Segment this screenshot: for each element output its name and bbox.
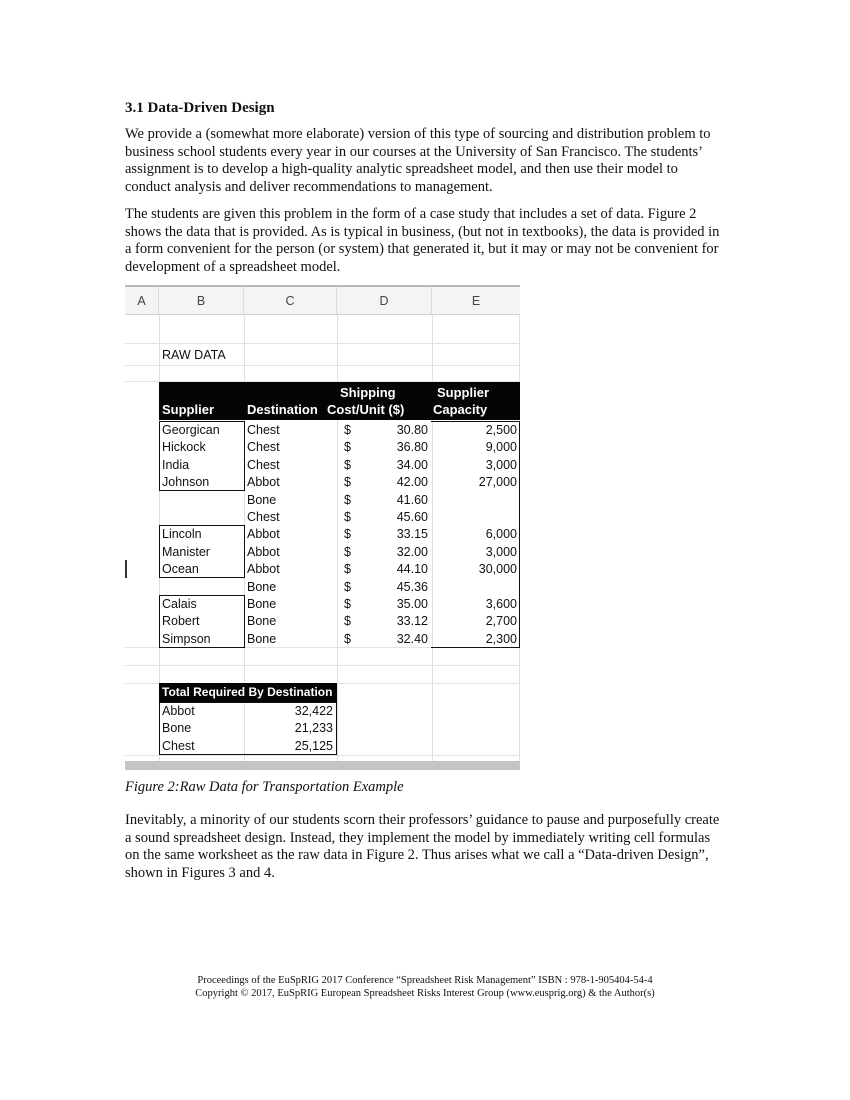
cell-destination[interactable]: Chest — [247, 440, 280, 455]
row-selection-marker — [125, 560, 127, 578]
cell-currency[interactable]: $ — [344, 440, 351, 455]
cell-supplier[interactable]: Hickock — [162, 440, 206, 455]
supplier-group-border — [159, 421, 245, 491]
cell-shipping-cost[interactable]: 34.00 — [396, 457, 428, 472]
total-destination[interactable]: Chest — [162, 738, 195, 753]
cell-shipping-cost[interactable]: 44.10 — [396, 562, 428, 577]
capacity-border — [431, 421, 520, 648]
page-footer — [0, 974, 850, 1000]
cell-currency[interactable]: $ — [344, 562, 351, 577]
grid-line — [125, 365, 520, 366]
column-header-a[interactable]: A — [125, 287, 159, 315]
cell-destination[interactable]: Abbot — [247, 475, 280, 490]
cell-supplier[interactable]: Calais — [162, 597, 197, 611]
total-value[interactable]: 21,233 — [294, 721, 333, 736]
header-supplier: Supplier — [162, 402, 215, 417]
paragraph-case-study: The students are given this problem in the form of a case study that includes a set of data. Figure 2 shows the data that is provided. As is typical in business, (but not in textbooks), the data is provided in a form convenient for the person (or system) that generated it, but it may or may not be convenient for development of a spreadsheet model. — [125, 206, 720, 275]
grid-line — [125, 343, 520, 344]
spreadsheet-figure — [125, 285, 520, 770]
cell-currency[interactable]: $ — [344, 579, 351, 594]
paragraph-conclusion: Inevitably, a minority of our students scorn their professors’ guidance to pause and purposefully create a sound spreadsheet design. Instead, they implement the model by immediately writing cell formulas on the same worksheet as the raw data in Figure 2. Thus arises what we call a “Data-driven Design”, shown in Figures 3 and 4. — [125, 812, 720, 881]
cell-supplier[interactable]: India — [162, 457, 190, 472]
horizontal-scrollbar[interactable] — [125, 761, 520, 770]
column-header-c[interactable]: C — [244, 287, 337, 315]
header-capacity-line2: Capacity — [433, 402, 488, 417]
cell-shipping-cost[interactable]: 36.80 — [396, 440, 428, 455]
cell-currency[interactable]: $ — [344, 423, 351, 437]
header-shipping-line1: Shipping — [340, 385, 396, 400]
cell-supplier[interactable]: Lincoln — [162, 527, 202, 542]
cell-capacity[interactable]: 3,600 — [485, 597, 517, 611]
cell-supplier[interactable]: Johnson — [162, 475, 210, 490]
cell-shipping-cost[interactable]: 33.15 — [396, 527, 428, 542]
grid-line — [125, 665, 520, 666]
column-header-e[interactable]: E — [432, 287, 520, 315]
cell-destination[interactable]: Abbot — [247, 562, 280, 577]
figure-caption: Figure 2:Raw Data for Transportation Example — [125, 779, 404, 795]
cell-capacity[interactable]: 6,000 — [485, 527, 517, 542]
cell-shipping-cost[interactable]: 30.80 — [396, 423, 428, 437]
cell-destination[interactable]: Bone — [247, 614, 277, 629]
cell-shipping-cost[interactable]: 32.00 — [396, 544, 428, 559]
header-shipping-line2: Cost/Unit ($) — [327, 402, 405, 417]
cell-capacity[interactable]: 3,000 — [485, 457, 517, 472]
paragraph-intro: We provide a (somewhat more elaborate) version of this type of sourcing and distribution problem to business school students every year in our courses at the University of San Francisco. The students’ assignment is to develop a high-quality analytic spreadsheet model, and then use their model to conduct analysis and deliver recommendations to management. — [125, 126, 711, 195]
totals-header: Total Required By Destination — [159, 683, 337, 702]
cell-supplier[interactable]: Simpson — [162, 631, 211, 646]
cell-destination[interactable]: Bone — [247, 579, 277, 594]
cell-shipping-cost[interactable]: 41.60 — [396, 492, 428, 507]
cell-destination[interactable]: Chest — [247, 510, 280, 524]
cell-currency[interactable]: $ — [344, 614, 351, 629]
cell-destination[interactable]: Abbot — [247, 544, 280, 559]
cell-currency[interactable]: $ — [344, 544, 351, 559]
cell-shipping-cost[interactable]: 45.36 — [396, 579, 428, 594]
column-header-b[interactable]: B — [159, 287, 244, 315]
total-destination[interactable]: Abbot — [162, 704, 195, 718]
footer-copyright: Copyright © 2017, EuSpRIG European Spreadsheet Risks Interest Group (www.eusprig.org) & the Author(s) — [195, 988, 655, 999]
footer-proceedings: Proceedings of the EuSpRIG 2017 Conference “Spreadsheet Risk Management” ISBN : 978-1-905404-54-4 — [197, 975, 653, 986]
supplier-group-border — [159, 525, 245, 578]
cell-supplier[interactable]: Georgican — [162, 423, 220, 437]
cell-destination[interactable]: Bone — [247, 631, 277, 646]
total-value[interactable]: 25,125 — [294, 738, 333, 753]
cell-destination[interactable]: Abbot — [247, 527, 280, 542]
cell-destination[interactable]: Bone — [247, 597, 277, 611]
cell-shipping-cost[interactable]: 32.40 — [396, 631, 428, 646]
cell-capacity[interactable]: 9,000 — [485, 440, 517, 455]
total-destination[interactable]: Bone — [162, 721, 192, 736]
cell-supplier[interactable]: Robert — [162, 614, 200, 629]
cell-supplier[interactable]: Manister — [162, 544, 210, 559]
cell-capacity[interactable]: 30,000 — [478, 562, 517, 577]
cell-destination[interactable]: Chest — [247, 423, 280, 437]
cell-capacity[interactable]: 2,700 — [485, 614, 517, 629]
header-destination: Destination — [247, 402, 318, 417]
cell-capacity[interactable]: 2,500 — [485, 423, 517, 437]
total-value[interactable]: 32,422 — [294, 704, 333, 718]
cell-currency[interactable]: $ — [344, 457, 351, 472]
table-header — [159, 382, 520, 420]
column-header-d[interactable]: D — [337, 287, 432, 315]
cell-supplier[interactable]: Ocean — [162, 562, 199, 577]
cell-destination[interactable]: Chest — [247, 457, 280, 472]
cell-destination[interactable]: Bone — [247, 492, 277, 507]
cell-currency[interactable]: $ — [344, 597, 351, 611]
cell-capacity[interactable]: 2,300 — [485, 631, 517, 646]
cell-currency[interactable]: $ — [344, 631, 351, 646]
cell-currency[interactable]: $ — [344, 510, 351, 524]
cell-shipping-cost[interactable]: 35.00 — [396, 597, 428, 611]
cell-shipping-cost[interactable]: 33.12 — [396, 614, 428, 629]
cell-capacity[interactable]: 27,000 — [478, 475, 517, 490]
cell-currency[interactable]: $ — [344, 492, 351, 507]
header-capacity-line1: Supplier — [437, 385, 490, 400]
cell-shipping-cost[interactable]: 45.60 — [396, 510, 428, 524]
cell-currency[interactable]: $ — [344, 475, 351, 490]
raw-data-title[interactable]: RAW DATA — [162, 348, 226, 362]
cell-shipping-cost[interactable]: 42.00 — [396, 475, 428, 490]
cell-capacity[interactable]: 3,000 — [485, 544, 517, 559]
cell-currency[interactable]: $ — [344, 527, 351, 542]
supplier-group-border — [159, 595, 245, 648]
section-heading: 3.1 Data-Driven Design — [125, 100, 275, 116]
